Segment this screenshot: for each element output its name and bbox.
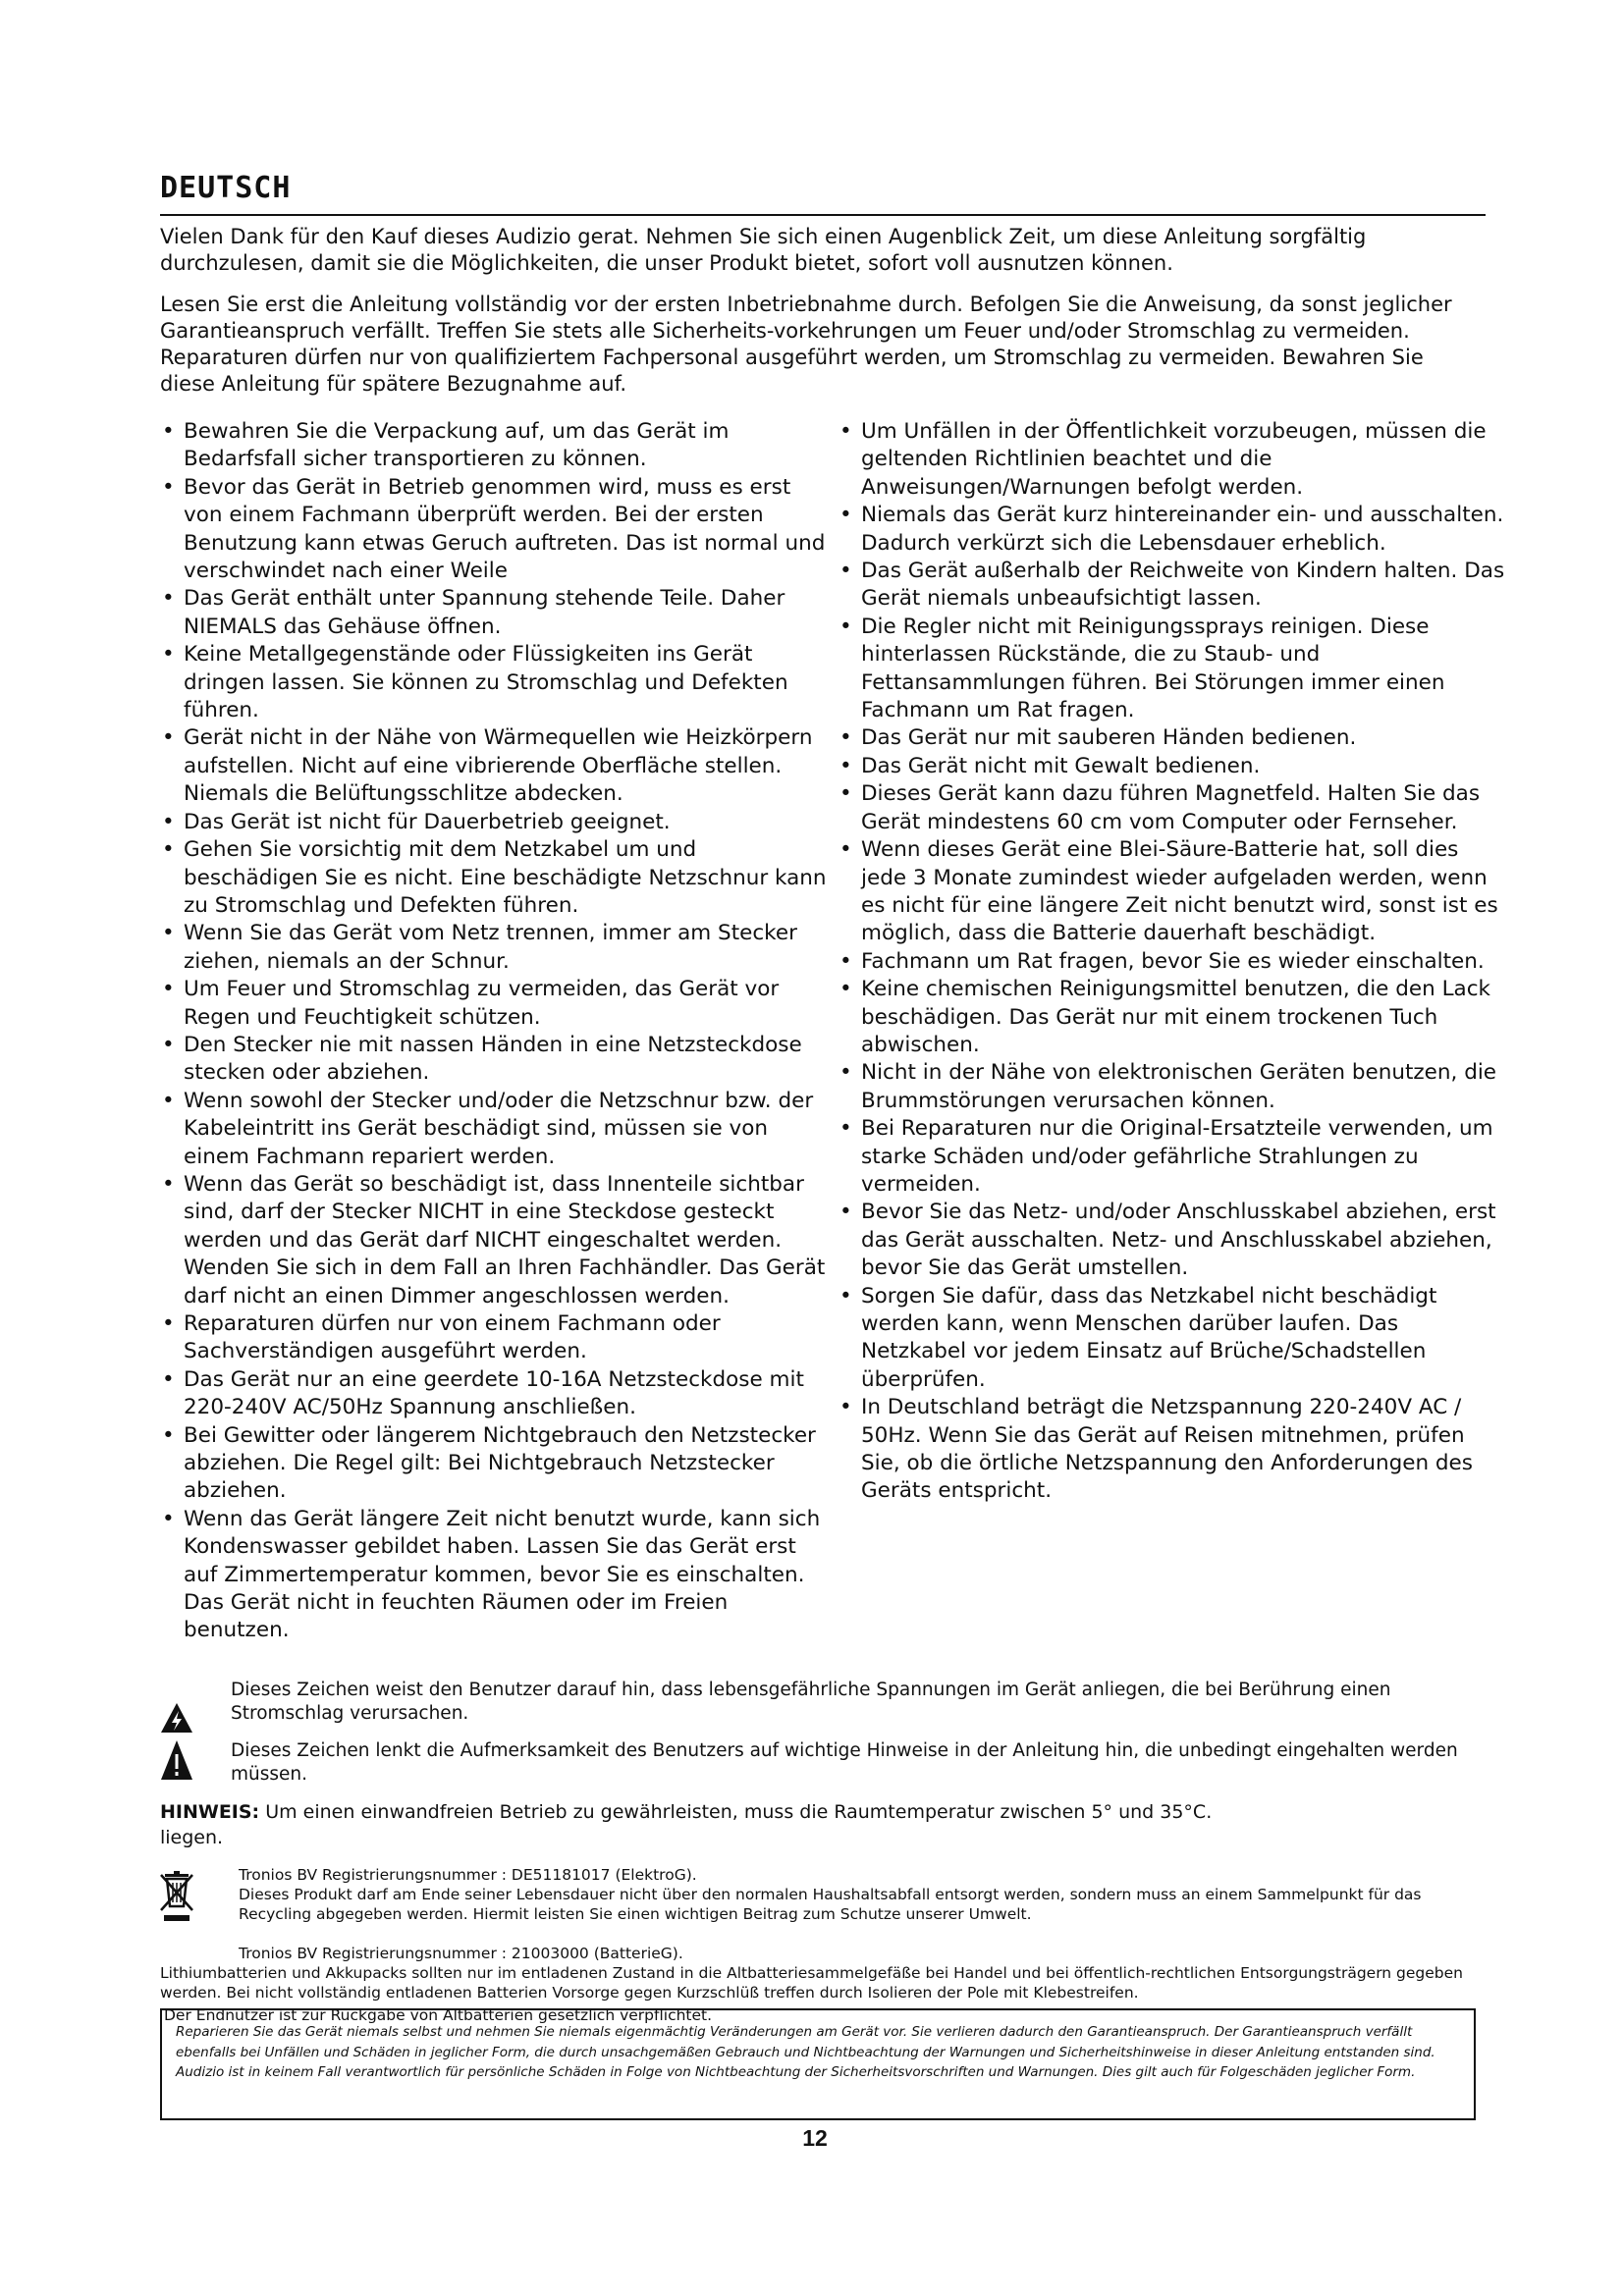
list-item: • Das Gerät nicht mit Gewalt bedienen. <box>838 753 1505 780</box>
heading-rule <box>160 214 1486 216</box>
hinweis-label: HINWEIS: <box>160 1801 260 1823</box>
section-heading: DEUTSCH <box>160 171 292 205</box>
list-item: • Keine chemischen Reinigungsmittel benutzen, die den Lack beschädigen. Das Gerät nur mit einem trockenen Tuch abwischen. <box>838 976 1505 1059</box>
list-item: • Wenn das Gerät so beschädigt ist, dass Innenteile sichtbar sind, darf der Stecker NICHT in eine Steckdose gesteckt werden und das Gerät darf NICHT eingeschaltet werden. Wenden Sie sich in dem Fall an Ihren Fachhändler. Das Gerät darf nicht an einen Dimmer angeschlossen werden. <box>160 1171 828 1310</box>
list-item: • Das Gerät nur mit sauberen Händen bedienen. <box>838 724 1505 752</box>
page-number: 12 <box>802 2125 828 2151</box>
list-item: • Sorgen Sie dafür, dass das Netzkabel nicht beschädigt werden kann, wenn Menschen darüber laufen. Das Netzkabel vor jedem Einsatz auf Brüche/Schadstellen überprüfen. <box>838 1283 1505 1395</box>
list-item: • Wenn das Gerät längere Zeit nicht benutzt wurde, kann sich Kondenswasser gebildet haben. Lassen Sie das Gerät erst auf Zimmertemperatur kommen, bevor Sie es einschalten. Das Gerät nicht in feuchten Räumen oder im Freien benutzen. <box>160 1506 828 1645</box>
weee-text <box>239 1865 1476 1924</box>
safety-list-right <box>838 418 1505 1506</box>
battery-disposal-text: Lithiumbatterien und Akkupacks sollten nur im entladenen Zustand in die Altbatteriesammelgefäße bei Handel und bei öffentlich-rechtlichen Entsorgungsträgern gegeben werden. Bei nicht vollständig entladenen Batterien Vorsorge gegen Kurzschlüß treffen durch Isolieren der Pole mit Klebestreifen. <box>160 1964 1463 2002</box>
list-item: • Das Gerät nur an eine geerdete 10-16A Netzsteckdose mit 220-240V AC/50Hz Spannung anschließen. <box>160 1366 828 1422</box>
voltage-warning <box>160 1679 1481 1734</box>
list-item: • Reparaturen dürfen nur von einem Fachmann oder Sachverständigen ausgeführt werden. <box>160 1310 828 1366</box>
battery-return-notice: Der Endnutzer ist zur Rückgabe von Altbatterien gesetzlich verpflichtet. <box>164 2006 713 2024</box>
list-item: • Niemals das Gerät kurz hintereinander ein- und ausschalten. Dadurch verkürzt sich die Lebensdauer erheblich. <box>838 502 1505 558</box>
list-item: • Bei Gewitter oder längerem Nichtgebrauch den Netzstecker abziehen. Die Regel gilt: Bei Nichtgebrauch Netzstecker abziehen. <box>160 1422 828 1506</box>
list-item: • Das Gerät außerhalb der Reichweite von Kindern halten. Das Gerät niemals unbeaufsichtigt lassen. <box>838 558 1505 614</box>
list-item: • Wenn sowohl der Stecker und/oder die Netzschnur bzw. der Kabeleintritt ins Gerät beschädigt sind, müssen sie von einem Fachmann repariert werden. <box>160 1088 828 1171</box>
intro-paragraph-2: Lesen Sie erst die Anleitung vollständig vor der ersten Inbetriebnahme durch. Befolgen Sie die Anweisung, da sonst jeglicher Garantieanspruch verfällt. Treffen Sie stets alle Sicherheits-vorkehrungen um Feuer und/oder Stromschlag zu vermeiden. Reparaturen dürfen nur von qualifiziertem Fachpersonal ausgeführt werden, um Stromschlag zu vermeiden. Bewahren Sie diese Anleitung für spätere Bezugnahme auf. <box>160 293 1452 396</box>
list-item: • Keine Metallgegenstände oder Flüssigkeiten ins Gerät dringen lassen. Sie können zu Stromschlag und Defekten führen. <box>160 641 828 724</box>
battery-section <box>160 1944 1481 2002</box>
list-item: • Bevor das Gerät in Betrieb genommen wird, muss es erst von einem Fachmann überprüft werden. Bei der ersten Benutzung kann etwas Geruch auftreten. Das ist normal und verschwindet nach einer Weile <box>160 474 828 586</box>
exclamation-warning-icon <box>160 1739 193 1781</box>
list-item: • Das Gerät ist nicht für Dauerbetrieb geeignet. <box>160 809 828 836</box>
list-item: • Wenn Sie das Gerät vom Netz trennen, immer am Stecker ziehen, niemals an der Schnur. <box>160 920 828 976</box>
list-item: • Dieses Gerät kann dazu führen Magnetfeld. Halten Sie das Gerät mindestens 60 cm vom Computer oder Fernseher. <box>838 780 1505 836</box>
list-item: • Bewahren Sie die Verpackung auf, um das Gerät im Bedarfsfall sicher transportieren zu können. <box>160 418 828 474</box>
safety-list-left <box>160 418 828 1645</box>
list-item: • Den Stecker nie mit nassen Händen in eine Netzsteckdose stecken oder abziehen. <box>160 1032 828 1088</box>
weee-disposal-text: Dieses Produkt darf am Ende seiner Lebensdauer nicht über den normalen Haushaltsabfall entsorgt werden, sondern muss an einem Sammelpunkt für das Recycling abgegeben werden. Hiermit leisten Sie einen wichtigen Beitrag zum Schutze unserer Umwelt. <box>239 1886 1422 1923</box>
hinweis-note <box>160 1799 1481 1850</box>
voltage-warning-text: Dieses Zeichen weist den Benutzer darauf hin, dass lebensgefährliche Spannungen im Gerät anliegen, die bei Berührung einen Stromschlag verursachen. <box>231 1680 1391 1724</box>
lightning-warning-icon <box>160 1702 193 1734</box>
list-item: • Um Unfällen in der Öffentlichkeit vorzubeugen, müssen die geltenden Richtlinien beachtet und die Anweisungen/Warnungen befolgt werden. <box>838 418 1505 502</box>
list-item: • Um Feuer und Stromschlag zu vermeiden, das Gerät vor Regen und Feuchtigkeit schützen. <box>160 976 828 1032</box>
list-item: • Nicht in der Nähe von elektronischen Geräten benutzen, die Brummstörungen verursachen können. <box>838 1059 1505 1115</box>
list-item: • Gehen Sie vorsichtig mit dem Netzkabel um und beschädigen Sie es nicht. Eine beschädigte Netzschnur kann zu Stromschlag und Defekten führen. <box>160 836 828 920</box>
list-item: • Das Gerät enthält unter Spannung stehende Teile. Daher NIEMALS das Gehäuse öffnen. <box>160 585 828 641</box>
warranty-disclaimer-box <box>160 2008 1476 2120</box>
list-item: • In Deutschland beträgt die Netzspannung 220-240V AC / 50Hz. Wenn Sie das Gerät auf Reisen mitnehmen, prüfen Sie, ob die örtliche Netzspannung den Anforderungen des Geräts entspricht. <box>838 1394 1505 1506</box>
intro-paragraph-1: Vielen Dank für den Kauf dieses Audizio gerat. Nehmen Sie sich einen Augenblick Zeit, um diese Anleitung sorgfältig durchzulesen, damit sie die Möglichkeiten, die unser Produkt bietet, sofort voll ausnutzen können. <box>160 225 1367 275</box>
hinweis-tail: liegen. <box>160 1827 224 1848</box>
list-item: • Bei Reparaturen nur die Original-Ersatzteile verwenden, um starke Schäden und/oder gefährliche Strahlungen zu vermeiden. <box>838 1115 1505 1199</box>
warranty-disclaimer-text: Reparieren Sie das Gerät niemals selbst und nehmen Sie niemals eigenmächtig Veränderungen am Gerät vor. Sie verlieren dadurch den Garantieanspruch. Der Garantieanspruch verfällt ebenfalls bei Unfällen und Schäden in jeglicher Form, die durch unsachgemäßen Gebrauch und Nichtbeachtung der Warnungen und Sicherheitshinweise in dieser Anleitung entstanden sind. Audizio ist in keinem Fall verantwortlich für persönliche Schäden in Folge von Nichtbeachtung der Sicherheitsvorschriften und Warnungen. Dies gilt auch für Folgeschäden jeglicher Form. <box>176 2024 1435 2080</box>
weee-registration: Tronios BV Registrierungsnummer : DE51181017 (ElektroG). <box>239 1866 697 1884</box>
list-item: • Bevor Sie das Netz- und/oder Anschlusskabel abziehen, erst das Gerät ausschalten. Netz- und Anschlusskabel abziehen, bevor Sie das Gerät umstellen. <box>838 1199 1505 1282</box>
hinweis-text: Um einen einwandfreien Betrieb zu gewährleisten, muss die Raumtemperatur zwischen 5° und 35°C. <box>259 1801 1213 1823</box>
crossed-bin-icon <box>160 1871 193 1922</box>
attention-warning <box>160 1739 1481 1794</box>
list-item: • Fachmann um Rat fragen, bevor Sie es wieder einschalten. <box>838 948 1505 976</box>
list-item: • Die Regler nicht mit Reinigungssprays reinigen. Diese hinterlassen Rückstände, die zu Staub- und Fettansammlungen führen. Bei Störungen immer einen Fachmann um Rat fragen. <box>838 614 1505 725</box>
battery-registration: Tronios BV Registrierungsnummer : 21003000 (BatterieG). <box>239 1945 683 1962</box>
list-item: • Gerät nicht in der Nähe von Wärmequellen wie Heizkörpern aufstellen. Nicht auf eine vibrierende Oberfläche stellen. Niemals die Belüftungsschlitze abdecken. <box>160 724 828 808</box>
attention-warning-text: Dieses Zeichen lenkt die Aufmerksamkeit des Benutzers auf wichtige Hinweise in der Anleitung hin, die unbedingt eingehalten werden müssen. <box>231 1740 1458 1785</box>
list-item: • Wenn dieses Gerät eine Blei-Säure-Batterie hat, soll dies jede 3 Monate zumindest wieder aufgeladen werden, wenn es nicht für eine längere Zeit nicht benutzt wird, sonst ist es möglich, dass die Batterie dauerhaft beschädigt. <box>838 836 1505 948</box>
